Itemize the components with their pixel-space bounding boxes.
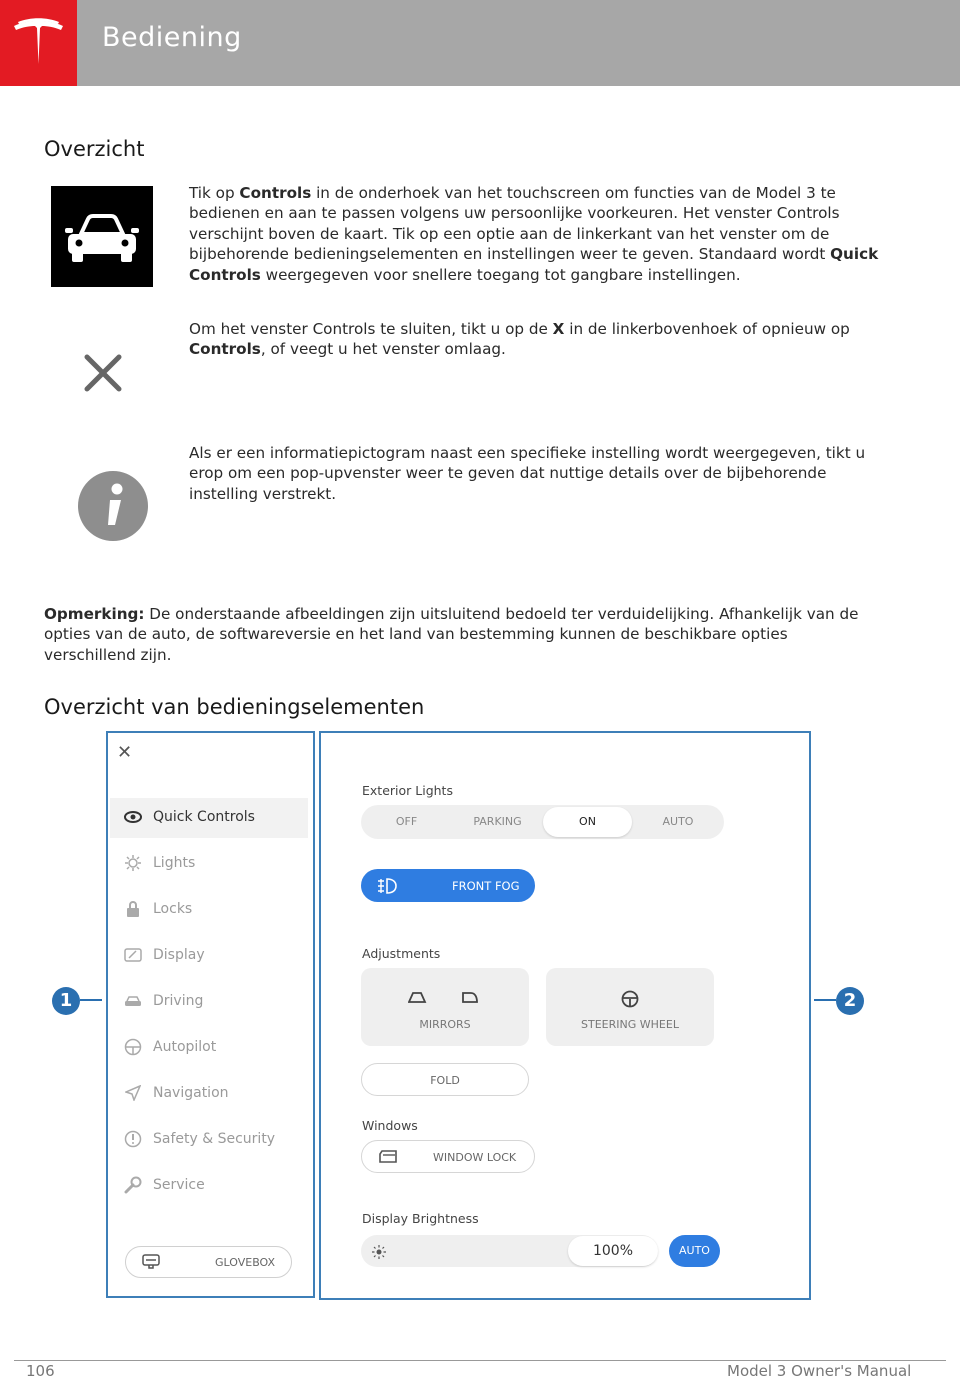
tesla-logo: [0, 0, 77, 86]
manual-title: Model 3 Owner's Manual: [727, 1362, 912, 1380]
lights-auto-option[interactable]: AUTO: [662, 815, 694, 828]
sun-icon: [124, 854, 142, 872]
car-icon: [51, 186, 153, 287]
fold-button[interactable]: FOLD: [361, 1063, 529, 1096]
close-button[interactable]: ✕: [117, 742, 133, 763]
sun-icon: [372, 1244, 386, 1263]
close-icon: [80, 350, 126, 396]
nav-item-navigation[interactable]: Navigation: [124, 1084, 229, 1102]
callout-2: 2: [836, 987, 864, 1015]
exterior-lights-selector[interactable]: [361, 805, 724, 839]
nav-item-service[interactable]: Service: [124, 1176, 205, 1194]
callout-1-line: [80, 999, 102, 1001]
paragraph-info: Als er een informatiepictogram naast een specifieke instelling wordt weergegeven, tikt u erop om een pop-upvenster weer te geven dat nuttige details over de bijbehorende instelling verstrekt.: [189, 444, 866, 503]
callout-2-line: [814, 999, 836, 1001]
brightness-slider[interactable]: [361, 1235, 658, 1267]
nav-item-lights[interactable]: Lights: [124, 854, 195, 872]
window-lock-button[interactable]: WINDOW LOCK: [361, 1140, 535, 1173]
glovebox-button[interactable]: GLOVEBOX: [125, 1246, 292, 1278]
page-title: Bediening: [102, 22, 242, 53]
footer-divider: [14, 1360, 946, 1361]
page-number: 106: [26, 1362, 55, 1380]
eye-icon: [124, 808, 142, 826]
exterior-lights-label: Exterior Lights: [362, 783, 453, 798]
nav-item-safety-security[interactable]: Safety & Security: [124, 1130, 275, 1148]
info-icon: [77, 470, 149, 542]
lights-parking-option[interactable]: PARKING: [473, 815, 522, 828]
nav-item-display[interactable]: Display: [124, 946, 205, 964]
nav-item-locks[interactable]: Locks: [124, 900, 192, 918]
navigation-arrow-icon: [124, 1084, 142, 1102]
steering-wheel-tile[interactable]: STEERING WHEEL: [546, 968, 714, 1046]
car-icon: [124, 992, 142, 1010]
steering-wheel-icon: [621, 990, 639, 1012]
alert-circle-icon: [124, 1130, 142, 1148]
lights-off-option[interactable]: OFF: [395, 815, 418, 828]
window-icon: [379, 1148, 399, 1167]
nav-item-driving[interactable]: Driving: [124, 992, 203, 1010]
mirror-left-icon: [408, 990, 428, 1009]
section-heading-controls-overview: Overzicht van bedieningselementen: [44, 695, 425, 719]
callout-1: 1: [52, 987, 80, 1015]
wrench-icon: [124, 1176, 142, 1194]
fog-light-icon: [377, 877, 399, 898]
lights-on-option[interactable]: ON: [579, 815, 596, 828]
front-fog-button[interactable]: FRONT FOG: [361, 869, 535, 902]
windows-label: Windows: [362, 1118, 418, 1133]
nav-item-autopilot[interactable]: Autopilot: [124, 1038, 216, 1056]
note: Opmerking: De onderstaande afbeeldingen zijn uitsluitend bedoeld ter verduidelijking. Afhankelijk van de opties van de auto, de softwareversie en het land van bestemming kunnen de beschikbare opties verschillend zijn.: [44, 605, 859, 664]
page-header: [0, 0, 960, 86]
paragraph-controls: Tik op Controls in de onderhoek van het touchscreen om functies van de Model 3 te bedienen en aan te passen volgens uw persoonlijke voorkeuren. Het venster Controls verschijnt boven de kaart. Tik op een optie aan de linkerkant van het venster om de bijbehorende bedieningselementen en instellingen weer te geven. Standaard wordt Quick Controls weergegeven voor snellere toegang tot gangbare instellingen.: [189, 184, 879, 284]
section-heading-overview: Overzicht: [44, 137, 145, 161]
nav-item-quick-controls[interactable]: Quick Controls: [124, 808, 255, 826]
display-icon: [124, 946, 142, 964]
brightness-handle[interactable]: 100%: [568, 1236, 658, 1266]
steering-wheel-icon: [124, 1038, 142, 1056]
adjustments-label: Adjustments: [362, 946, 441, 961]
mirror-right-icon: [460, 990, 480, 1009]
brightness-auto-button[interactable]: AUTO: [669, 1235, 720, 1267]
mirrors-tile[interactable]: MIRRORS: [361, 968, 529, 1046]
display-brightness-label: Display Brightness: [362, 1211, 479, 1226]
lock-icon: [124, 900, 142, 918]
paragraph-close: Om het venster Controls te sluiten, tikt u op de X in de linkerbovenhoek of opnieuw op Controls, of veegt u het venster omlaag.: [189, 320, 850, 359]
glovebox-icon: [142, 1253, 160, 1274]
